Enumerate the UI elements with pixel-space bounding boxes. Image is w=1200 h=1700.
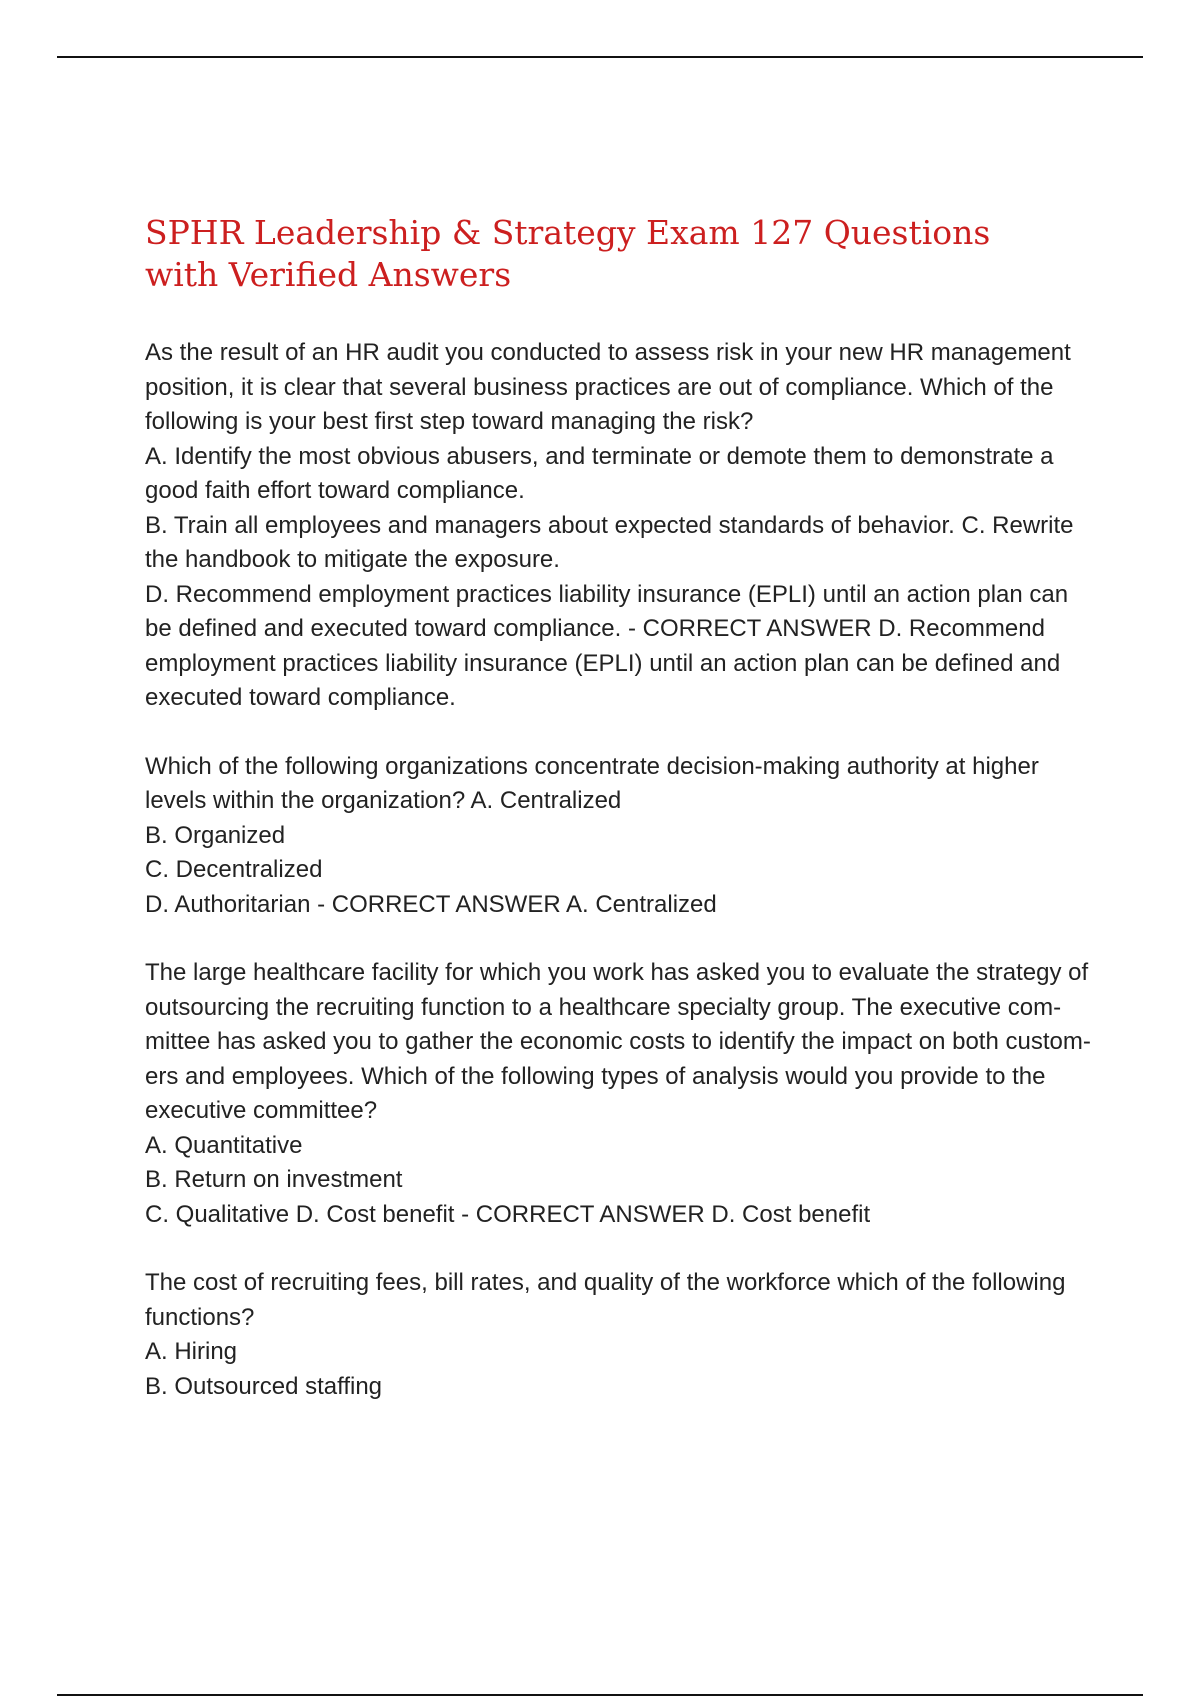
answer-option: B. Return on investment bbox=[145, 1166, 403, 1193]
answer-option: B. Train all employees and managers about expected standards of behavior. C. Rewrite the handbook to mitigate the exposure. bbox=[145, 511, 1074, 573]
answer-option: A. Hiring bbox=[145, 1338, 238, 1365]
question-text: The large healthcare facility for which you work has asked you to evaluate the strategy of outsourcing the recruiting function to a healthcare specialty group. The executive com- mittee has asked you to gather the economic costs to identify the impact on both custom- ers and employees. Which of the following types of analysis would you provide to the executive committee? bbox=[145, 959, 1091, 1124]
question-block-3 bbox=[145, 956, 1095, 1232]
question-block-2 bbox=[145, 750, 1095, 923]
answer-option: D. Authoritarian - CORRECT ANSWER A. Centralized bbox=[145, 890, 717, 918]
top-rule bbox=[57, 56, 1143, 58]
question-block-4 bbox=[145, 1266, 1095, 1404]
document-title: SPHR Leadership & Strategy Exam 127 Questions with Verified Answers bbox=[145, 213, 991, 294]
question-text: Which of the following organizations concentrate decision-making authority at higher levels within the organization? A. Centralized bbox=[145, 752, 1039, 814]
answer-option: D. Recommend employment practices liability insurance (EPLI) until an action plan can be defined and executed toward compliance. - CORRECT ANSWER D. Recommend employment practices liability insurance (EPLI) until an action plan can be defined and executed toward compliance. bbox=[145, 580, 1069, 711]
answer-option: A. Quantitative bbox=[145, 1131, 303, 1159]
answer-option: A. Identify the most obvious abusers, and terminate or demote them to demonstrate a good faith effort toward compliance. bbox=[145, 442, 1054, 504]
bottom-rule bbox=[57, 1694, 1143, 1696]
question-block-1 bbox=[145, 336, 1095, 716]
answer-option: C. Qualitative D. Cost benefit - CORRECT ANSWER D. Cost benefit bbox=[145, 1200, 871, 1228]
answer-option: B. Organized bbox=[145, 821, 286, 849]
question-text: As the result of an HR audit you conducted to assess risk in your new HR management position, it is clear that several business practices are out of compliance. Which of the following is your best first step toward managing the risk? bbox=[145, 339, 1071, 435]
document-body bbox=[145, 212, 1095, 1404]
answer-option: C. Decentralized bbox=[145, 856, 323, 883]
answer-option: B. Outsourced staffing bbox=[145, 1372, 383, 1400]
question-text: The cost of recruiting fees, bill rates, and quality of the workforce which of the following functions? bbox=[145, 1269, 1066, 1331]
